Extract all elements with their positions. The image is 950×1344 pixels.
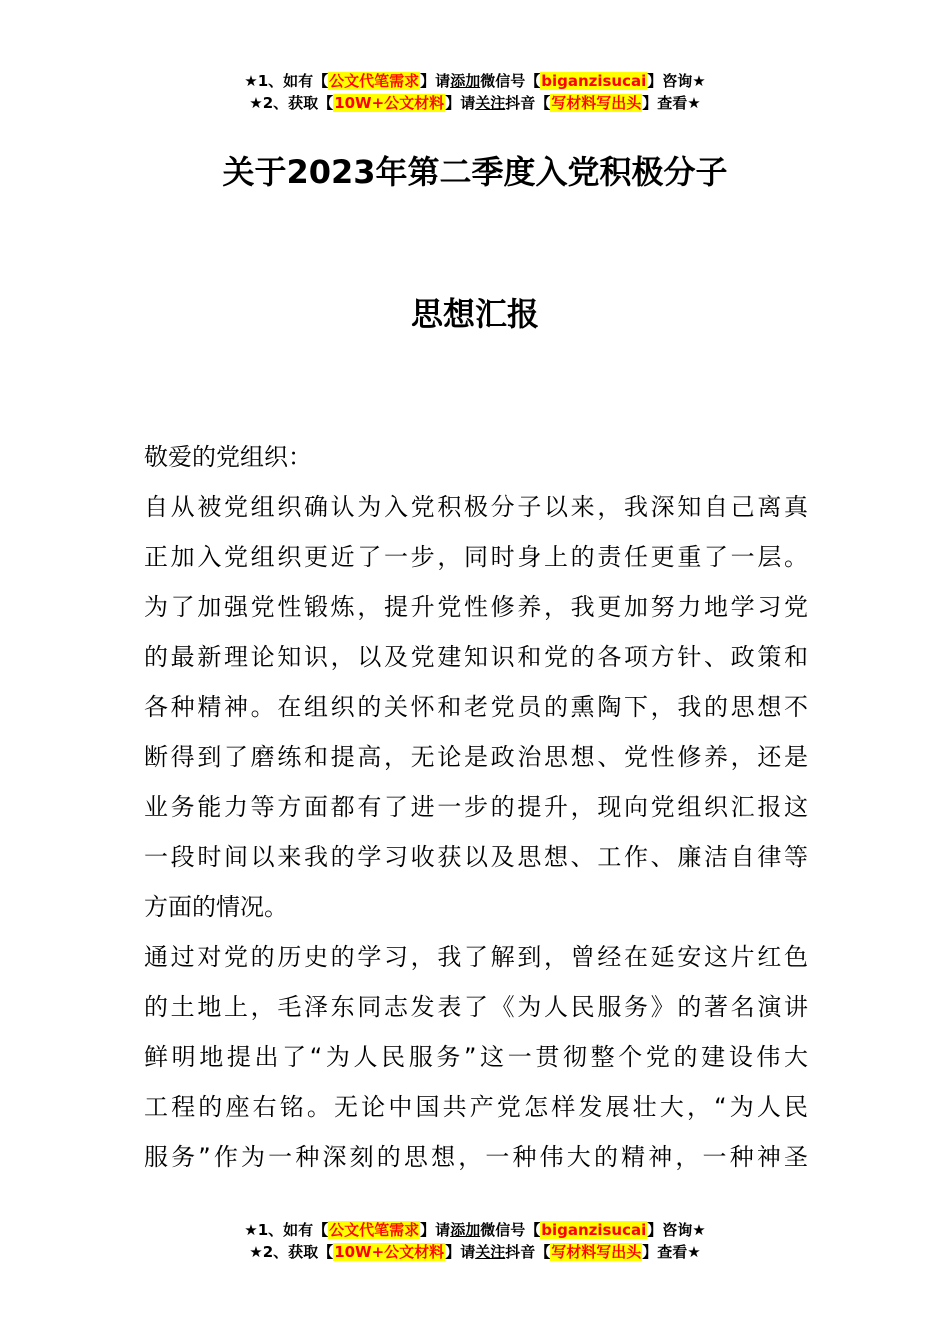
banner-text: ★1、如有【 bbox=[244, 1221, 329, 1239]
banner-underline: 关注 bbox=[475, 94, 506, 112]
footer-banner bbox=[0, 1219, 950, 1263]
banner-text: 】请 bbox=[445, 1243, 476, 1261]
body-line: 的最新理论知识，以及党建知识和党的各项方针、政策和 bbox=[144, 643, 808, 671]
banner-underline: 关注 bbox=[475, 1243, 506, 1261]
banner-line-2 bbox=[0, 1241, 950, 1263]
banner-text: 抖音【 bbox=[505, 1243, 551, 1261]
banner-text: 】咨询★ bbox=[647, 1221, 706, 1239]
body-line: 方面的情况。 bbox=[144, 893, 288, 921]
body-line: 工程的座右铭。无论中国共产党怎样发展壮大，“为人民 bbox=[144, 1093, 808, 1121]
banner-text: ★2、获取【 bbox=[249, 1243, 334, 1261]
body-line: 正加入党组织更近了一步，同时身上的责任更重了一层。 bbox=[144, 543, 808, 571]
body-line: 鲜明地提出了“为人民服务”这一贯彻整个党的建设伟大 bbox=[144, 1043, 808, 1071]
banner-text: 】请 bbox=[420, 1221, 451, 1239]
banner-underline: 添加 bbox=[450, 1221, 481, 1239]
body-line: 为了加强党性锻炼，提升党性修养，我更加努力地学习党 bbox=[144, 593, 808, 621]
banner-highlight: 10W+公文材料 bbox=[334, 94, 445, 112]
banner-text: 】查看★ bbox=[642, 1243, 701, 1261]
body-line: 一段时间以来我的学习收获以及思想、工作、廉洁自律等 bbox=[144, 843, 808, 871]
banner-text: 】咨询★ bbox=[647, 72, 706, 90]
banner-highlight: biganzisucai bbox=[541, 1221, 647, 1239]
body-line: 业务能力等方面都有了进一步的提升，现向党组织汇报这 bbox=[144, 793, 808, 821]
banner-highlight: 写材料写出头 bbox=[551, 1243, 642, 1261]
banner-highlight: 公文代笔需求 bbox=[329, 72, 420, 90]
body-line: 各种精神。在组织的关怀和老党员的熏陶下，我的思想不 bbox=[144, 693, 808, 721]
banner-text: ★2、获取【 bbox=[249, 94, 334, 112]
banner-line-2 bbox=[0, 92, 950, 114]
body-line: 服务”作为一种深刻的思想，一种伟大的精神，一种神圣 bbox=[144, 1143, 808, 1171]
banner-text: 】查看★ bbox=[642, 94, 701, 112]
banner-text: 】请 bbox=[420, 72, 451, 90]
header-banner bbox=[0, 70, 950, 114]
banner-line-1 bbox=[0, 1219, 950, 1241]
banner-highlight: biganzisucai bbox=[541, 72, 647, 90]
banner-text: 】请 bbox=[445, 94, 476, 112]
banner-highlight: 写材料写出头 bbox=[551, 94, 642, 112]
banner-highlight: 公文代笔需求 bbox=[329, 1221, 420, 1239]
banner-text: 抖音【 bbox=[505, 94, 551, 112]
banner-text: 微信号【 bbox=[480, 72, 541, 90]
banner-underline: 添加 bbox=[450, 72, 481, 90]
document-title-line-1: 关于2023年第二季度入党积极分子 bbox=[222, 153, 728, 191]
document-title-line-2: 思想汇报 bbox=[410, 295, 539, 333]
banner-line-1 bbox=[0, 70, 950, 92]
body-line: 自从被党组织确认为入党积极分子以来，我深知自己离真 bbox=[144, 493, 808, 521]
banner-highlight: 10W+公文材料 bbox=[334, 1243, 445, 1261]
body-line: 的土地上，毛泽东同志发表了《为人民服务》的著名演讲 bbox=[144, 993, 808, 1021]
salutation: 敬爱的党组织： bbox=[144, 443, 312, 471]
body-line: 断得到了磨练和提高，无论是政治思想、党性修养，还是 bbox=[144, 743, 808, 771]
banner-text: 微信号【 bbox=[480, 1221, 541, 1239]
body-line: 通过对党的历史的学习，我了解到，曾经在延安这片红色 bbox=[144, 943, 808, 971]
document-body bbox=[144, 432, 808, 1182]
banner-text: ★1、如有【 bbox=[244, 72, 329, 90]
